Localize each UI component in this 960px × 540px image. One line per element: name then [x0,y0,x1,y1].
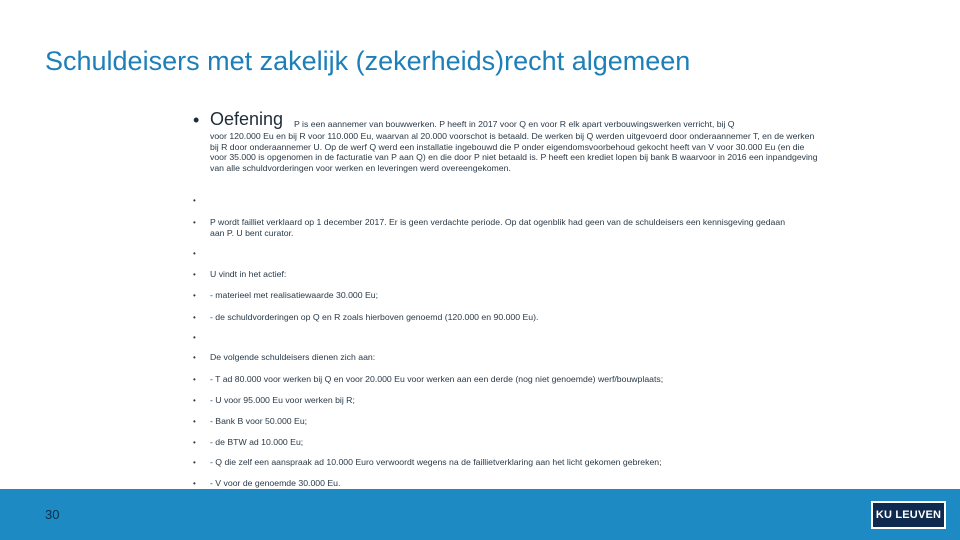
bullet-marker: • [193,270,196,279]
list-item: U vindt in het actief: [210,269,287,279]
page-number: 30 [45,507,60,522]
slide-title: Schuldeisers met zakelijk (zekerheids)recht algemeen [45,46,691,76]
list-item: - materieel met realisatiewaarde 30.000 Eu; [210,290,379,300]
list-item: - V voor de genoemde 30.000 Eu. [210,478,341,488]
list-item: De volgende schuldeisers dienen zich aan: [210,352,376,362]
bullet-marker: • [193,291,196,300]
bullet-marker: • [193,313,196,322]
heading-word: Oefening [210,109,284,129]
bullet-marker: • [193,479,196,488]
list-item: - T ad 80.000 voor werken bij Q en voor 20.000 Eu voor werken aan een derde (nog niet genoemde) werf/bouwplaats; [210,374,664,384]
list-item: - Q die zelf een aanspraak ad 10.000 Euro verwoordt wegens na de faillietverklaring aan het licht gekomen gebreken; [210,457,662,467]
bullet-marker: • [193,218,196,227]
bullet-marker: • [193,396,196,405]
bullet-marker: • [193,249,196,258]
list-item: - de BTW ad 10.000 Eu; [210,437,304,447]
ku-leuven-logo: KU LEUVEN [871,501,946,529]
bullet-marker: • [193,353,196,362]
bullet-marker: • [193,458,196,467]
heading-bullet: • [193,110,200,130]
list-item: - de schuldvorderingen op Q en R zoals hierboven genoemd (120.000 en 90.000 Eu). [210,312,539,322]
list-item: P wordt failliet verklaard op 1 december 2017. Er is geen verdachte periode. Op dat ogenblik had geen van de schuldeisers een kennisgeving gedaan aan P. U bent curator. [210,217,786,238]
footer-bar [0,489,960,540]
list-item: - U voor 95.000 Eu voor werken bij R; [210,395,355,405]
intro-first-line: P is een aannemer van bouwwerken. P heeft in 2017 voor Q en voor R elk apart verbouwingswerken verricht, bij Q [294,119,735,129]
list-item: - Bank B voor 50.000 Eu; [210,416,308,426]
intro-rest: voor 120.000 Eu en bij R voor 110.000 Eu, waarvan al 20.000 voorschot is betaald. De werken bij Q werden uitgevoerd door onderaannemer T, en de werken bij R door onderaannemer U. Op de werf Q werd een installatie ingebouwd die P onder eigendomsvoorbehoud gekocht heeft van V voor 30.000 Eu (en die voor 35.000 is opgenomen in de facturatie van P aan Q) en die door P niet betaald is. P heeft een krediet lopen bij bank B waarvoor in 2016 een inpandgeving van alle schuldvorderingen voor werken en leveringen werd overeengekomen. [210,131,818,173]
bullet-marker: • [193,375,196,384]
bullet-marker: • [193,333,196,342]
bullet-marker: • [193,196,196,205]
bullet-marker: • [193,438,196,447]
bullet-marker: • [193,417,196,426]
